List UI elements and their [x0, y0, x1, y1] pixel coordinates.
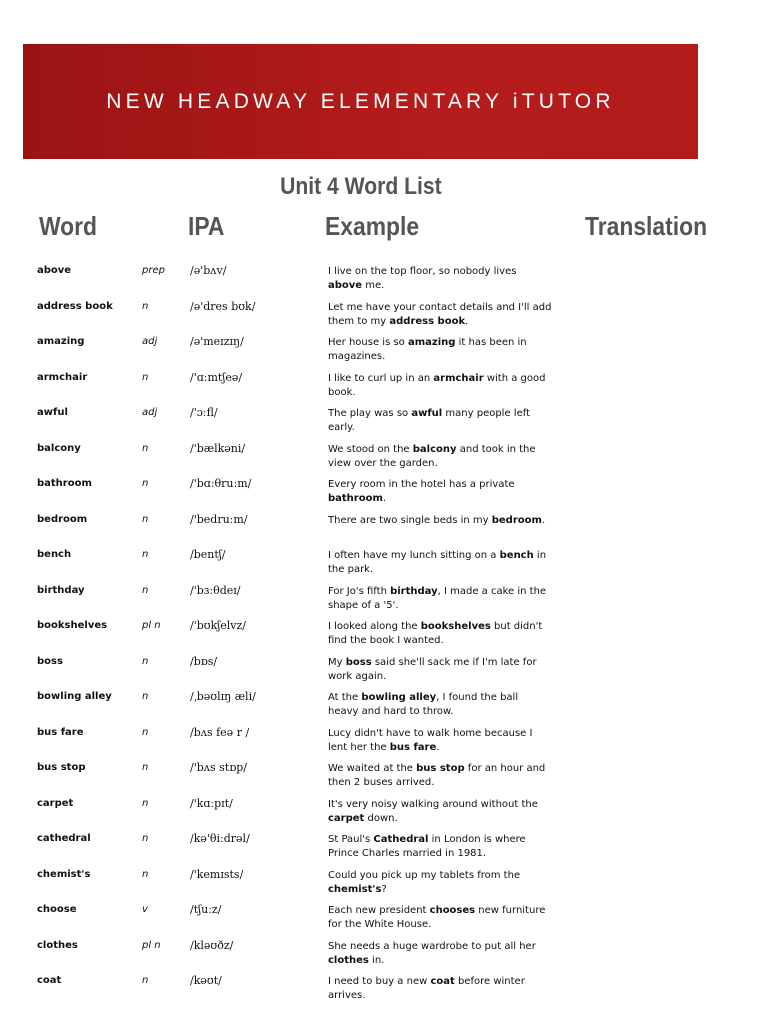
word-entry-row — [0, 547, 768, 583]
example-text: then 2 buses arrived. — [328, 777, 435, 788]
example-line — [328, 847, 552, 861]
entry-part-of-speech: n — [142, 513, 149, 525]
example-text: in. — [368, 954, 385, 966]
entry-part-of-speech: n — [142, 975, 149, 986]
entry-ipa: /ə'bʌv/ — [190, 264, 227, 277]
entry-example — [328, 691, 552, 719]
entry-word: bowling alley — [37, 691, 112, 702]
example-keyword: address book — [389, 315, 466, 327]
example-text: I live on the top floor, so nobody lives — [328, 266, 517, 277]
example-line — [328, 372, 552, 386]
entry-word: amazing — [37, 336, 85, 347]
example-line — [328, 741, 552, 755]
entry-word: address book — [37, 300, 113, 312]
entry-example — [328, 336, 552, 364]
example-text: Lucy didn't have to walk home because I — [328, 727, 533, 739]
example-text: but didn't — [490, 621, 543, 632]
example-text: , I made a cake in the — [437, 585, 547, 597]
entry-example — [328, 407, 552, 435]
entry-word: balcony — [37, 442, 81, 454]
entry-ipa: /'bælkəni/ — [190, 441, 246, 455]
example-line — [328, 350, 552, 364]
entry-part-of-speech: n — [142, 762, 149, 773]
entry-example — [328, 727, 552, 755]
word-entry-row — [0, 867, 768, 903]
example-line — [328, 279, 552, 293]
example-line — [328, 798, 552, 812]
entry-example — [328, 762, 552, 790]
example-keyword: chooses — [429, 905, 476, 916]
entry-example — [328, 975, 552, 1003]
example-keyword: bookshelves — [420, 621, 491, 632]
word-entry-row — [0, 760, 768, 796]
entry-word: boss — [37, 655, 63, 667]
example-line — [328, 762, 552, 776]
example-line — [328, 904, 552, 918]
column-header-example: Example — [325, 211, 420, 241]
entry-part-of-speech: adj — [142, 336, 158, 347]
example-text: before winter — [454, 976, 525, 987]
example-line — [328, 514, 552, 528]
entry-part-of-speech: n — [142, 797, 149, 809]
example-text: I like to curl up in an — [328, 372, 434, 384]
example-keyword: bowling alley — [361, 692, 437, 703]
example-text: shape of a '5'. — [328, 599, 399, 611]
example-line — [328, 421, 552, 435]
example-line — [328, 599, 552, 613]
entry-part-of-speech: n — [142, 549, 149, 560]
example-text: book. — [328, 386, 356, 398]
example-line — [328, 457, 552, 471]
example-text: in — [533, 550, 547, 561]
entry-word: bathroom — [37, 478, 92, 489]
entry-example — [328, 585, 552, 613]
entry-ipa: /ˌbəʊlɪŋ æli/ — [190, 690, 256, 703]
entry-example — [328, 798, 552, 826]
entry-part-of-speech: n — [142, 833, 149, 844]
example-keyword: bus stop — [416, 763, 465, 774]
word-entry-row — [0, 441, 768, 477]
example-keyword: chemist's — [328, 883, 382, 895]
example-text: The play was so — [328, 408, 412, 419]
entry-part-of-speech: n — [142, 478, 149, 489]
example-keyword: Cathedral — [373, 834, 429, 845]
entry-word: clothes — [37, 939, 78, 951]
example-keyword: awful — [411, 408, 443, 419]
entry-word: bookshelves — [37, 620, 108, 631]
example-text: Every room in the hotel has a private — [328, 479, 515, 490]
example-line — [328, 634, 552, 648]
word-entry-row — [0, 476, 768, 512]
example-line — [328, 478, 552, 492]
example-text: Let me have your contact details and I'll add — [328, 301, 552, 313]
entry-word: armchair — [37, 371, 88, 383]
entry-ipa: /'kemɪsts/ — [190, 867, 244, 881]
example-text: Her house is so — [328, 337, 408, 348]
example-keyword: amazing — [407, 337, 456, 348]
example-text: . — [436, 741, 440, 753]
entry-example — [328, 940, 552, 968]
word-entry-row — [0, 370, 768, 406]
example-text: Prince Charles married in 1981. — [328, 848, 487, 859]
word-list — [0, 263, 768, 1009]
example-line — [328, 975, 552, 989]
example-line — [328, 705, 552, 719]
word-entry-row — [0, 831, 768, 867]
example-text: ? — [381, 883, 387, 895]
example-text: I need to buy a new — [328, 976, 431, 987]
example-line — [328, 386, 552, 400]
entry-ipa: /ə'dres bʊk/ — [190, 299, 256, 313]
example-keyword: carpet — [328, 812, 365, 824]
example-text: arrives. — [328, 990, 366, 1001]
word-entry-row — [0, 725, 768, 761]
example-text: magazines. — [328, 351, 386, 362]
example-line — [328, 336, 552, 350]
entry-example — [328, 478, 552, 506]
example-line — [328, 940, 552, 954]
example-text: She needs a huge wardrobe to put all her — [328, 940, 536, 952]
word-entry-row — [0, 902, 768, 938]
word-entry-row — [0, 263, 768, 299]
header-banner — [23, 44, 698, 159]
entry-ipa: /'ɑːmtʃeə/ — [190, 370, 243, 384]
entry-word: birthday — [37, 584, 85, 596]
example-text: view over the garden. — [328, 457, 438, 469]
example-text: We waited at the — [328, 763, 417, 774]
example-text: Could you pick up my tablets from the — [328, 869, 521, 881]
entry-word: chemist's — [37, 868, 91, 880]
example-text: There are two single beds in my — [328, 514, 492, 526]
entry-ipa: /bɒs/ — [190, 654, 218, 668]
entry-ipa: /bʌs feə r / — [190, 725, 250, 739]
entry-word: bedroom — [37, 513, 88, 525]
example-line — [328, 727, 552, 741]
entry-part-of-speech: n — [142, 584, 149, 596]
example-line — [328, 315, 552, 329]
example-line — [328, 776, 552, 790]
entry-word: bench — [37, 549, 72, 560]
example-text: For Jo's fifth — [328, 585, 391, 597]
entry-word: carpet — [37, 797, 74, 809]
entry-word: choose — [37, 904, 77, 915]
example-line — [328, 989, 552, 1003]
entry-example — [328, 372, 552, 400]
word-entry-row — [0, 689, 768, 725]
example-line — [328, 656, 552, 670]
example-text: me. — [362, 280, 385, 291]
example-text: down. — [364, 812, 398, 824]
example-text: early. — [328, 422, 355, 433]
example-keyword: bathroom — [328, 493, 383, 504]
entry-example — [328, 620, 552, 648]
word-entry-row — [0, 299, 768, 335]
example-text: heavy and hard to throw. — [328, 706, 454, 717]
column-header-ipa: IPA — [188, 211, 225, 241]
entry-example — [328, 656, 552, 684]
example-line — [328, 620, 552, 634]
entry-part-of-speech: v — [142, 904, 148, 915]
entry-ipa: /'bʌs stɒp/ — [190, 761, 247, 774]
example-line — [328, 492, 552, 506]
entry-example — [328, 904, 552, 932]
column-header-translation: Translation — [585, 211, 708, 241]
example-keyword: armchair — [433, 372, 484, 384]
example-text: We stood on the — [328, 443, 413, 455]
example-text: I often have my lunch sitting on a — [328, 550, 500, 561]
example-text: in London is where — [428, 834, 526, 845]
example-text: it has been in — [455, 337, 527, 348]
example-text: St Paul's — [328, 834, 374, 845]
example-keyword: bus fare — [389, 741, 437, 753]
word-entry-row — [0, 334, 768, 370]
entry-word: bus fare — [37, 726, 84, 738]
column-header-word: Word — [39, 211, 98, 241]
example-line — [328, 407, 552, 421]
example-line — [328, 918, 552, 932]
example-line — [328, 265, 552, 279]
entry-example — [328, 301, 552, 329]
example-text: , I found the ball — [436, 692, 519, 703]
entry-word: awful — [37, 407, 68, 418]
entry-ipa: /bentʃ/ — [190, 548, 226, 561]
entry-part-of-speech: n — [142, 868, 149, 880]
example-text: with a good — [483, 372, 546, 384]
example-line — [328, 585, 552, 599]
entry-word: coat — [37, 975, 62, 986]
example-text: I looked along the — [328, 621, 421, 632]
word-entry-row — [0, 796, 768, 832]
entry-part-of-speech: n — [142, 691, 149, 702]
example-keyword: boss — [345, 656, 372, 668]
entry-part-of-speech: pl n — [142, 939, 161, 951]
example-text: many people left — [442, 408, 530, 419]
entry-ipa: /kə'θiːdrəl/ — [190, 832, 250, 845]
example-keyword: coat — [430, 976, 455, 987]
page-title: Unit 4 Word List — [280, 173, 442, 200]
entry-part-of-speech: n — [142, 655, 149, 667]
example-text: for an hour and — [464, 763, 546, 774]
example-text: find the book I wanted. — [328, 635, 444, 646]
example-line — [328, 883, 552, 897]
example-line — [328, 812, 552, 826]
entry-example — [328, 514, 552, 528]
example-text: and took in the — [456, 443, 536, 455]
example-line — [328, 869, 552, 883]
entry-example — [328, 833, 552, 861]
entry-ipa: /'kɑːpɪt/ — [190, 796, 233, 810]
entry-part-of-speech: n — [142, 300, 149, 312]
entry-part-of-speech: pl n — [142, 620, 161, 631]
example-text: lent her the — [328, 741, 390, 753]
entry-example — [328, 443, 552, 471]
word-entry-row — [0, 583, 768, 619]
word-entry-row — [0, 618, 768, 654]
entry-ipa: /ə'meɪzɪŋ/ — [190, 335, 244, 348]
entry-part-of-speech: n — [142, 442, 149, 454]
example-text: . — [541, 514, 546, 526]
example-text: for the White House. — [328, 919, 432, 930]
entry-ipa: /'bɜːθdeɪ/ — [190, 583, 241, 597]
entry-ipa: /kəʊt/ — [190, 974, 222, 987]
example-text: the park. — [328, 564, 374, 575]
example-text: work again. — [328, 670, 387, 682]
example-keyword: clothes — [328, 954, 369, 966]
entry-word: bus stop — [37, 762, 86, 773]
entry-example — [328, 265, 552, 293]
example-text: new furniture — [475, 905, 546, 916]
example-text: Each new president — [328, 905, 430, 916]
word-entry-row — [0, 512, 768, 548]
example-line — [328, 549, 552, 563]
entry-part-of-speech: prep — [142, 265, 165, 276]
example-text: It's very noisy walking around without the — [328, 798, 538, 810]
example-line — [328, 833, 552, 847]
entry-ipa: /'bɑːθruːm/ — [190, 477, 252, 490]
entry-ipa: /'bʊkʃelvz/ — [190, 619, 246, 632]
example-line — [328, 443, 552, 457]
example-text: them to my — [328, 315, 390, 327]
word-entry-row — [0, 938, 768, 974]
example-keyword: above — [328, 280, 363, 291]
entry-example — [328, 869, 552, 897]
example-text: At the — [328, 692, 362, 703]
entry-ipa: /tʃuːz/ — [190, 903, 222, 916]
example-text: . — [465, 315, 469, 327]
example-text: . — [382, 493, 387, 504]
example-line — [328, 954, 552, 968]
entry-ipa: /'bedruːm/ — [190, 512, 248, 526]
example-line — [328, 691, 552, 705]
entry-example — [328, 549, 552, 577]
example-keyword: bench — [499, 550, 534, 561]
entry-part-of-speech: adj — [142, 407, 158, 418]
example-keyword: birthday — [390, 585, 438, 597]
example-text: said she'll sack me if I'm late for — [371, 656, 537, 668]
entry-part-of-speech: n — [142, 726, 149, 738]
banner-title: NEW HEADWAY ELEMENTARY iTUTOR — [106, 89, 615, 113]
word-entry-row — [0, 654, 768, 690]
entry-part-of-speech: n — [142, 371, 149, 383]
word-entry-row — [0, 405, 768, 441]
entry-ipa: /'ɔːfl/ — [190, 406, 218, 419]
example-text: My — [328, 656, 346, 668]
word-entry-row — [0, 973, 768, 1009]
entry-word: above — [37, 265, 72, 276]
example-line — [328, 670, 552, 684]
example-keyword: bedroom — [491, 514, 542, 526]
entry-word: cathedral — [37, 833, 91, 844]
example-line — [328, 563, 552, 577]
example-keyword: balcony — [412, 443, 457, 455]
example-line — [328, 301, 552, 315]
entry-ipa: /kləʊðz/ — [190, 938, 234, 952]
